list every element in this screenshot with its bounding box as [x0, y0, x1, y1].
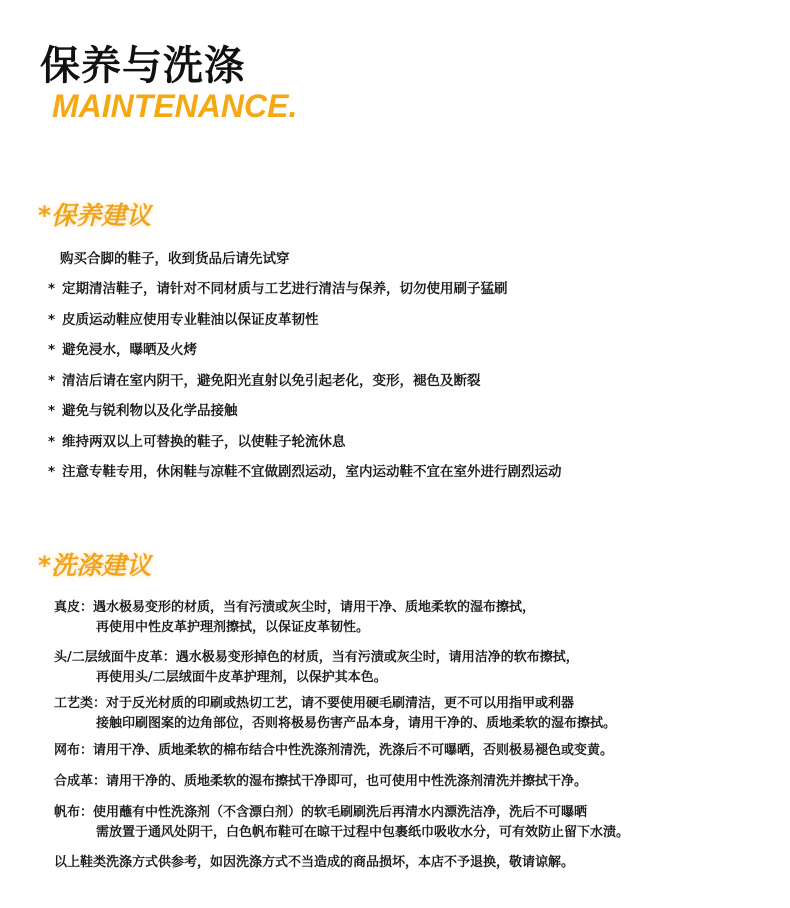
wash-item-leather: 真皮：遇水极易变形的材质，当有污渍或灰尘时，请用干净、质地柔软的湿布擦拭， 再使用中性皮革护理剂擦拭，以保证皮革韧性。	[54, 600, 536, 635]
disclaimer-note: 以上鞋类洗涤方式供参考，如因洗涤方式不当造成的商品损坏，本店不予退换，敬请谅解。	[54, 855, 575, 870]
care-item: * 注意专鞋专用，休闲鞋与凉鞋不宜做剧烈运动，室内运动鞋不宜在室外进行剧烈运动	[48, 464, 562, 480]
page-title: 保养与洗涤	[40, 43, 245, 89]
care-item: * 清洁后请在室内阴干，避免阳光直射以免引起老化，变形，褪色及断裂	[48, 372, 481, 389]
care-list	[48, 274, 562, 488]
wash-heading: *洗涤建议	[38, 551, 152, 580]
wash-item-craft: 工艺类：对于反光材质的印刷或热切工艺，请不要使用硬毛刷清洁，更不可以用指甲或利器 接触印刷图案的边角部位，否则将极易伤害产品本身，请用干净的、质地柔软的湿布擦拭。	[54, 696, 617, 731]
wash-item-suede: 头/二层绒面牛皮革：遇水极易变形掉色的材质，当有污渍或灰尘时，请用洁净的软布擦拭， 再使用头/二层绒面牛皮革护理剂，以保护其本色。	[54, 650, 579, 685]
care-intro: 购买合脚的鞋子，收到货品后请先试穿	[60, 251, 290, 267]
care-heading: *保养建议	[38, 201, 152, 230]
care-item: * 避免与锐利物以及化学品接触	[48, 403, 238, 419]
care-item: * 维持两双以上可替换的鞋子，以使鞋子轮流休息	[48, 433, 346, 450]
care-item: * 皮质运动鞋应使用专业鞋油以保证皮革韧性	[48, 311, 319, 328]
wash-item-canvas: 帆布：使用蘸有中性洗涤剂（不含漂白剂）的软毛刷刷洗后再清水内漂洗洁净，洗后不可曝晒 需放置于通风处阴干，白色帆布鞋可在晾干过程中包裹纸巾吸收水分，可有效防止留下水渍。	[54, 805, 630, 840]
wash-item-mesh: 网布：请用干净、质地柔软的棉布结合中性洗涤剂清洗，洗涤后不可曝晒，否则极易褪色或变黄。	[54, 743, 614, 758]
page-subtitle-en: MAINTENANCE.	[52, 88, 298, 124]
care-item: * 定期清洁鞋子，请针对不同材质与工艺进行清洁与保养，切勿使用刷子猛刷	[48, 281, 508, 297]
care-item: * 避免浸水，曝晒及火烤	[48, 342, 197, 358]
wash-item-synthetic: 合成革：请用干净的、质地柔软的湿布擦拭干净即可，也可使用中性洗涤剂清洗并擦拭干净。	[54, 774, 588, 789]
